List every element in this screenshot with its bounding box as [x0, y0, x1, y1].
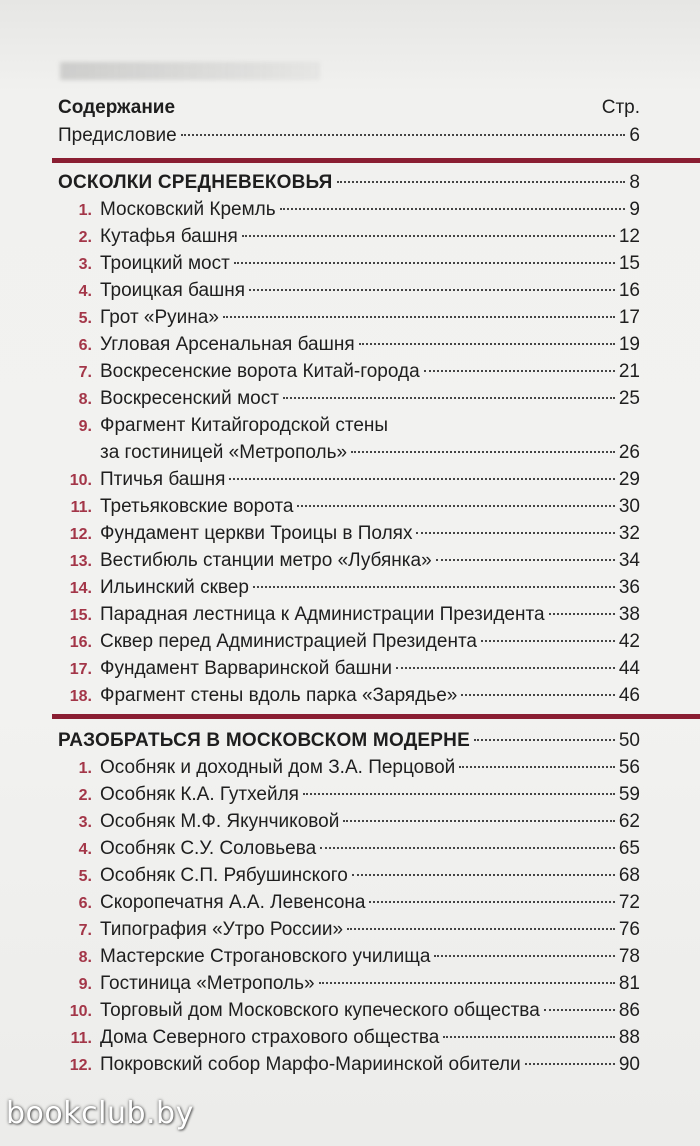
entry-title: Ильинский сквер [100, 577, 249, 598]
toc-entry-continued [58, 439, 640, 466]
bleed-through-text [60, 62, 320, 80]
dot-leader [481, 640, 615, 642]
toc-entry [58, 808, 640, 835]
entry-title: Особняк К.А. Гутхейля [100, 784, 299, 805]
entry-title: Фундамент церкви Троицы в Полях [100, 523, 413, 544]
dot-leader [223, 316, 615, 318]
toc-entry [58, 781, 640, 808]
entry-page: 72 [618, 892, 640, 913]
dot-leader [544, 1009, 615, 1011]
toc-header [58, 96, 640, 122]
toc-entry [58, 835, 640, 862]
dot-leader [343, 820, 615, 822]
entry-title: Фрагмент Китайгородской стены [100, 415, 389, 436]
toc-entry [58, 655, 640, 682]
entry-number: 6. [78, 337, 92, 354]
entry-number: 10. [69, 1003, 92, 1020]
toc-entry [58, 574, 640, 601]
entry-title: Предисловие [58, 125, 177, 146]
toc-entry [58, 331, 640, 358]
dot-leader [525, 1063, 615, 1065]
dot-leader [369, 901, 614, 903]
entry-title: Московский Кремль [100, 199, 276, 220]
entry-number: 7. [78, 364, 92, 381]
dot-leader [249, 289, 615, 291]
entry-number: 11. [70, 1030, 92, 1047]
entry-title: Вестибюль станции метро «Лубянка» [100, 550, 432, 571]
dot-leader [443, 1036, 615, 1038]
dot-leader [253, 586, 615, 588]
toc-entry [58, 601, 640, 628]
entry-number: 9. [78, 418, 92, 435]
entry-page: 17 [618, 307, 640, 328]
entry-title: Воскресенский мост [100, 388, 279, 409]
entry-title: Троицкая башня [100, 280, 246, 301]
entry-number: 6. [78, 895, 92, 912]
entry-title: Третьяковские ворота [100, 496, 294, 517]
entry-page: 36 [618, 577, 640, 598]
toc-entry [58, 862, 640, 889]
toc-entry [58, 466, 640, 493]
entry-page: 68 [618, 865, 640, 886]
toc-entry [58, 754, 640, 781]
table-of-contents [58, 96, 640, 1078]
entry-title: Парадная лестница к Администрации Президента [100, 604, 545, 625]
toc-entry [58, 970, 640, 997]
entry-page: 29 [618, 469, 640, 490]
entry-title: Воскресенские ворота Китай-города [100, 361, 420, 382]
entry-title: Сквер перед Администрацией Президента [100, 631, 477, 652]
entry-number: 14. [69, 580, 92, 597]
dot-leader [359, 343, 615, 345]
section-heading [58, 727, 640, 754]
entry-page: 78 [618, 946, 640, 967]
entry-title: Фрагмент стены вдоль парка «Зарядье» [100, 685, 458, 706]
entry-page: 88 [618, 1027, 640, 1048]
entry-number: 1. [78, 760, 92, 777]
dot-leader [283, 397, 615, 399]
toc-entry [58, 1024, 640, 1051]
entry-page: 21 [618, 361, 640, 382]
dot-leader [459, 766, 615, 768]
page-column-label: Стр. [601, 97, 640, 118]
toc-entry-preface [58, 122, 640, 149]
toc-entry [58, 916, 640, 943]
entry-title: Птичья башня [100, 469, 226, 490]
entry-number: 16. [69, 634, 92, 651]
entry-page: 56 [618, 757, 640, 778]
entry-number: 5. [78, 868, 92, 885]
entry-title: Грот «Руина» [100, 307, 219, 328]
entry-title: Покровский собор Марфо-Мариинской обители [100, 1054, 521, 1075]
entry-page: 59 [618, 784, 640, 805]
dot-leader [337, 181, 626, 183]
entry-number: 12. [69, 526, 92, 543]
dot-leader [319, 982, 615, 984]
entry-number: 15. [69, 607, 92, 624]
dot-leader [242, 235, 615, 237]
dot-leader [436, 559, 615, 561]
entry-page: 25 [618, 388, 640, 409]
entry-number: 9. [78, 976, 92, 993]
toc-entry [58, 412, 640, 439]
entry-page: 65 [618, 838, 640, 859]
section-block-2 [58, 727, 640, 1078]
entry-number: 8. [78, 949, 92, 966]
section-divider-2 [52, 714, 700, 719]
entry-number: 12. [69, 1057, 92, 1074]
toc-entry [58, 358, 640, 385]
entry-page: 81 [618, 973, 640, 994]
entry-title: Типография «Утро России» [100, 919, 344, 940]
entry-number: 3. [78, 814, 92, 831]
dot-leader [229, 478, 614, 480]
toc-entry [58, 889, 640, 916]
entry-title: Особняк С.П. Рябушинского [100, 865, 348, 886]
entry-page: 46 [618, 685, 640, 706]
entry-title: Особняк и доходный дом З.А. Перцовой [100, 757, 456, 778]
toc-entry [58, 520, 640, 547]
entry-page: 76 [618, 919, 640, 940]
entry-page: 34 [618, 550, 640, 571]
toc-entry [58, 547, 640, 574]
dot-leader [297, 505, 614, 507]
dot-leader [461, 694, 615, 696]
toc-entry [58, 223, 640, 250]
dot-leader [416, 532, 614, 534]
toc-entry [58, 304, 640, 331]
entry-number: 18. [69, 688, 92, 705]
entry-title: Кутафья башня [100, 226, 238, 247]
dot-leader [280, 208, 626, 210]
entry-number: 10. [69, 472, 92, 489]
entry-number: 8. [78, 391, 92, 408]
entry-number: 4. [78, 283, 92, 300]
entry-title: Мастерские Строгановского училища [100, 946, 431, 967]
entry-page: 30 [618, 496, 640, 517]
entry-number: 1. [78, 202, 92, 219]
entry-page: 12 [618, 226, 640, 247]
watermark: bookclub.by [6, 1096, 194, 1131]
section-title: РАЗОБРАТЬСЯ В МОСКОВСКОМ МОДЕРНЕ [58, 730, 470, 751]
entry-title: за гостиницей «Метрополь» [100, 442, 348, 463]
entry-title: Особняк М.Ф. Якунчиковой [100, 811, 340, 832]
toc-entry [58, 682, 640, 709]
entry-page: 38 [618, 604, 640, 625]
entry-number: 4. [78, 841, 92, 858]
dot-leader [351, 451, 615, 453]
dot-leader [434, 955, 614, 957]
entry-page: 62 [618, 811, 640, 832]
entry-title: Торговый дом Московского купеческого общества [100, 1000, 540, 1021]
section-title: ОСКОЛКИ СРЕДНЕВЕКОВЬЯ [58, 172, 333, 193]
dot-leader [352, 874, 615, 876]
entry-page: 16 [618, 280, 640, 301]
entry-page: 15 [618, 253, 640, 274]
toc-entry [58, 385, 640, 412]
dot-leader [303, 793, 615, 795]
toc-entry [58, 277, 640, 304]
section-divider-1 [52, 158, 700, 163]
entry-number: 5. [78, 310, 92, 327]
entry-page: 42 [618, 631, 640, 652]
entry-page: 32 [618, 523, 640, 544]
entry-number: 17. [69, 661, 92, 678]
entry-title: Дома Северного страхового общества [100, 1027, 440, 1048]
dot-leader [549, 613, 615, 615]
entry-title: Угловая Арсенальная башня [100, 334, 355, 355]
entry-number: 3. [78, 256, 92, 273]
entry-title: Троицкий мост [100, 253, 230, 274]
dot-leader [320, 847, 615, 849]
entry-page: 90 [618, 1054, 640, 1075]
entry-number: 13. [69, 553, 92, 570]
entry-page: 19 [618, 334, 640, 355]
toc-entry [58, 250, 640, 277]
entry-title: Фундамент Варваринской башни [100, 658, 392, 679]
toc-entry [58, 493, 640, 520]
section-heading [58, 169, 640, 196]
entry-page: 8 [629, 172, 640, 193]
entry-title: Особняк С.У. Соловьева [100, 838, 317, 859]
entry-page: 26 [618, 442, 640, 463]
toc-title: Содержание [58, 97, 176, 118]
entry-number: 2. [78, 787, 92, 804]
entry-page: 44 [618, 658, 640, 679]
dot-leader [396, 667, 615, 669]
entry-page: 9 [629, 199, 640, 220]
toc-entry [58, 997, 640, 1024]
entry-page: 86 [618, 1000, 640, 1021]
entry-page: 6 [629, 125, 640, 146]
section-block-1 [58, 169, 640, 709]
toc-entry [58, 628, 640, 655]
entry-title: Скоропечатня А.А. Левенсона [100, 892, 366, 913]
entry-number: 11. [70, 499, 92, 516]
dot-leader [234, 262, 615, 264]
entry-number: 2. [78, 229, 92, 246]
dot-leader [474, 739, 615, 741]
toc-entry [58, 1051, 640, 1078]
entry-page: 50 [618, 730, 640, 751]
dot-leader [424, 370, 615, 372]
dot-leader [181, 134, 626, 136]
entry-number: 7. [78, 922, 92, 939]
entry-title: Гостиница «Метрополь» [100, 973, 315, 994]
dot-leader [347, 928, 615, 930]
toc-entry [58, 943, 640, 970]
toc-entry [58, 196, 640, 223]
